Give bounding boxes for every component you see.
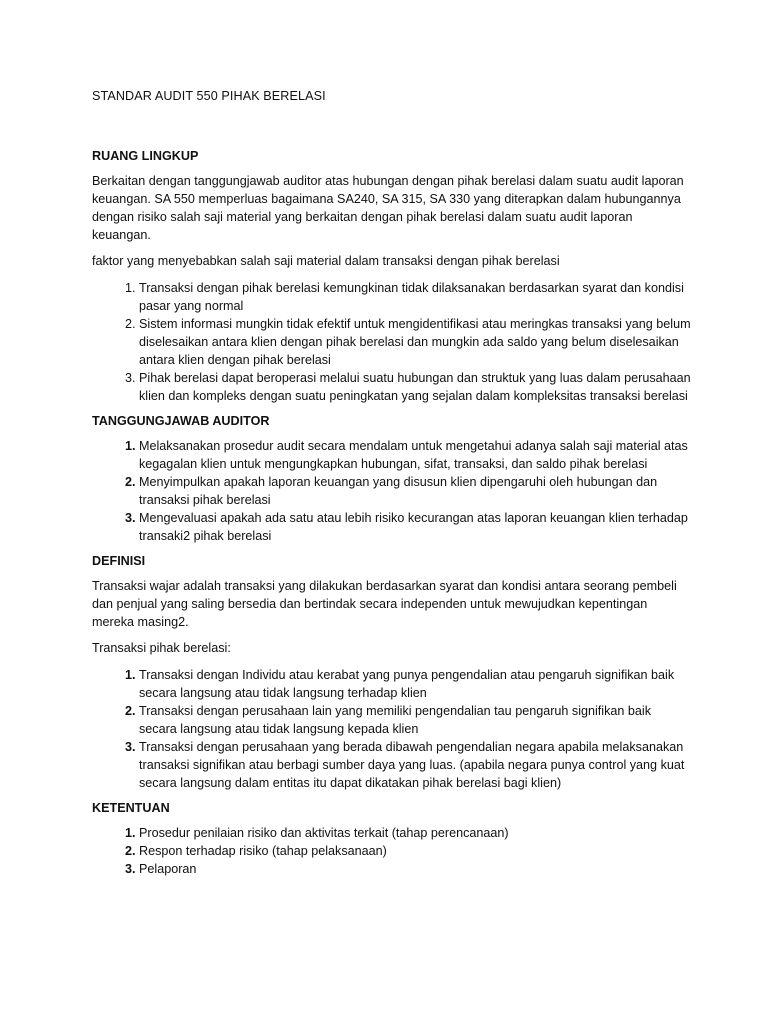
section-paragraph: Transaksi wajar adalah transaksi yang dilakukan berdasarkan syarat dan kondisi antara seorang pembeli dan penjual yang saling bersedia dan bertindak secara independen untuk mewujudkan kepentingan mereka masing2. <box>92 579 677 629</box>
section-subheading: Transaksi pihak berelasi: <box>92 641 231 655</box>
section-ruang-lingkup <box>92 147 692 405</box>
section-heading: RUANG LINGKUP <box>92 149 199 163</box>
list-item: 1. Transaksi dengan pihak berelasi kemungkinan tidak dilaksanakan berdasarkan syarat dan kondisi pasar yang normal <box>139 279 692 315</box>
list-item: 2. Respon terhadap risiko (tahap pelaksanaan) <box>139 842 692 860</box>
list-item: 1. Transaksi dengan Individu atau kerabat yang punya pengendalian atau pengaruh signifikan baik secara langsung atau tidak langsung terhadap klien <box>139 666 692 702</box>
list-item: 3. Pihak berelasi dapat beroperasi melalui suatu hubungan dan struktuk yang luas dalam perusahaan klien dan kompleks dengan suatu peningkatan yang sejalan dalam kompleksitas transaksi berelasi <box>139 369 692 405</box>
section-heading: DEFINISI <box>92 554 146 568</box>
numbered-list <box>92 824 692 878</box>
document-title: STANDAR AUDIT 550 PIHAK BERELASI <box>92 89 326 103</box>
list-item: 3. Transaksi dengan perusahaan yang berada dibawah pengendalian negara apabila melaksanakan transaksi signifikan atau berbagi sumber daya yang luas. (apabila negara punya control yang kuat secara langsung dalam entitas itu dapat dikatakan pihak berelasi bagi klien) <box>139 738 692 792</box>
list-item: 2. Sistem informasi mungkin tidak efektif untuk mengidentifikasi atau meringkas transaksi yang belum diselesaikan antara klien dengan pihak berelasi dan mungkin ada saldo yang belum diselesaikan antara klien dengan pihak berelasi <box>139 315 692 369</box>
section-definisi <box>92 552 692 792</box>
section-paragraph: Berkaitan dengan tanggungjawab auditor atas hubungan dengan pihak berelasi dalam suatu audit laporan keuangan. SA 550 memperluas bagaimana SA240, SA 315, SA 330 yang diterapkan dalam hubungannya dengan risiko salah saji material yang berkaitan dengan pihak berelasi dalam suatu audit laporan keuangan. <box>92 174 684 242</box>
list-item: 3. Mengevaluasi apakah ada satu atau lebih risiko kecurangan atas laporan keuangan klien terhadap transaki2 pihak berelasi <box>139 509 692 545</box>
document-body <box>92 87 692 885</box>
list-item: 1. Melaksanakan prosedur audit secara mendalam untuk mengetahui adanya salah saji material atas kegagalan klien untuk mengungkapkan hubungan, sifat, transaksi, dan saldo pihak berelasi <box>139 437 692 473</box>
section-ketentuan <box>92 799 692 878</box>
section-heading: TANGGUNGJAWAB AUDITOR <box>92 414 270 428</box>
numbered-list <box>92 279 692 405</box>
numbered-list <box>92 437 692 545</box>
section-subheading: faktor yang menyebabkan salah saji material dalam transaksi dengan pihak berelasi <box>92 254 560 268</box>
section-heading: KETENTUAN <box>92 801 170 815</box>
section-tanggungjawab <box>92 412 692 545</box>
list-item: 2. Transaksi dengan perusahaan lain yang memiliki pengendalian tau pengaruh signifikan baik secara langsung atau tidak langsung kepada klien <box>139 702 692 738</box>
numbered-list <box>92 666 692 792</box>
list-item: 3. Pelaporan <box>139 860 692 878</box>
list-item: 2. Menyimpulkan apakah laporan keuangan yang disusun klien dipengaruhi oleh hubungan dan transaksi pihak berelasi <box>139 473 692 509</box>
list-item: 1. Prosedur penilaian risiko dan aktivitas terkait (tahap perencanaan) <box>139 824 692 842</box>
